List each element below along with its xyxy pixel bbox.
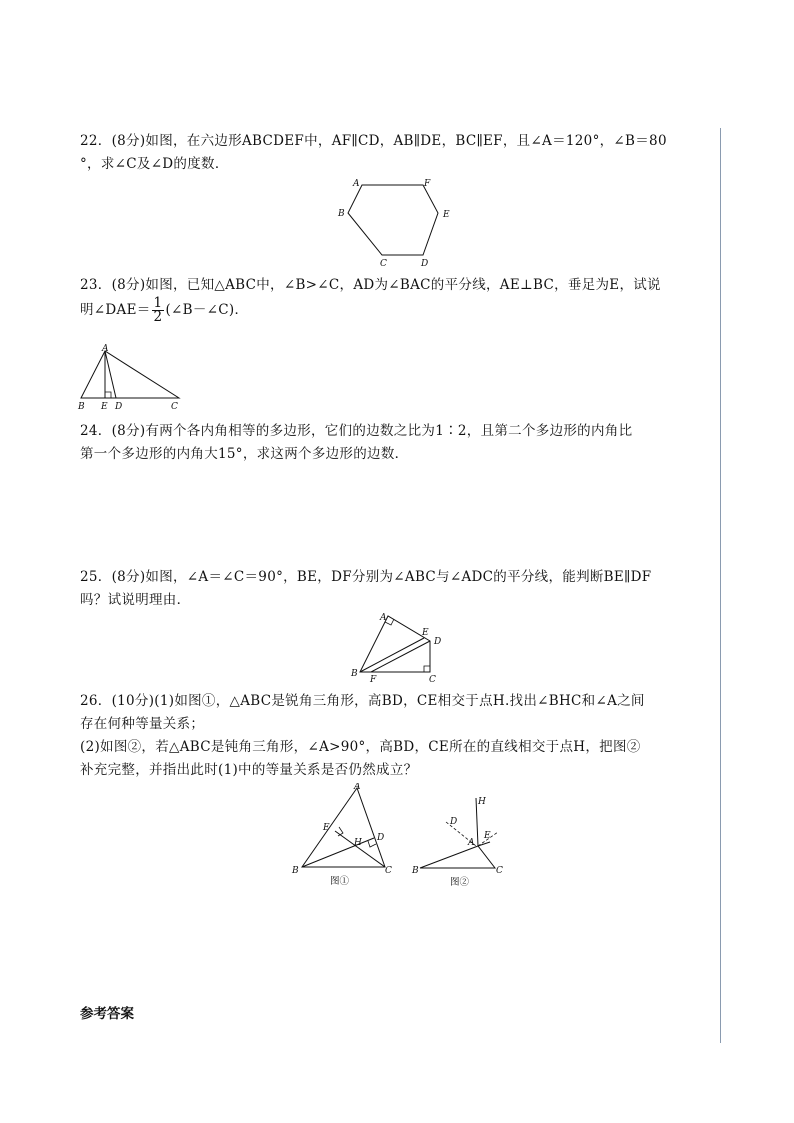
right-margin-rule bbox=[720, 128, 721, 1043]
fig2-label-E: E bbox=[484, 831, 491, 841]
q24-line2: 第一个多边形的内角大15°，求这两个多边形的边数． bbox=[80, 446, 409, 462]
tri-label-D: D bbox=[115, 402, 123, 412]
quad-label-E: E bbox=[422, 628, 429, 638]
quad-label-A: A bbox=[380, 613, 387, 623]
hex-label-E: E bbox=[443, 210, 450, 220]
question-26 bbox=[80, 690, 716, 782]
quad-label-D: D bbox=[434, 637, 442, 647]
q26-line1: 26．(10分)(1)如图①，△ABC是锐角三角形，高BD，CE相交于点H.找出∠BHC和∠A之间 bbox=[80, 693, 645, 709]
fig1-label-C: C bbox=[385, 866, 392, 876]
fig1-caption: 图① bbox=[330, 876, 350, 887]
fig1-label-H: H bbox=[354, 838, 362, 848]
question-22 bbox=[80, 130, 716, 176]
quad-label-C: C bbox=[429, 675, 436, 683]
question-24 bbox=[80, 420, 716, 466]
fig1-label-E: E bbox=[323, 823, 330, 833]
q22-line1: 22．(8分)如图，在六边形ABCDEF中，AF∥CD，AB∥DE，BC∥EF，且∠A＝120°，∠B＝80 bbox=[80, 133, 667, 149]
tri-label-E: E bbox=[101, 402, 108, 412]
fraction-denominator: 2 bbox=[153, 309, 163, 325]
hex-label-F: F bbox=[424, 179, 431, 189]
tri-label-B: B bbox=[78, 402, 85, 412]
hex-label-C: C bbox=[380, 259, 387, 267]
fig1-label-B: B bbox=[292, 866, 299, 876]
fig2-caption: 图② bbox=[450, 877, 470, 888]
question-23 bbox=[80, 274, 716, 324]
q23-line1: 23．(8分)如图，已知△ABC中，∠B>∠C，AD为∠BAC的平分线，AE⊥BC，垂足为E，试说 bbox=[80, 277, 661, 293]
q26-line4: 补充完整，并指出此时(1)中的等量关系是否仍然成立？ bbox=[80, 762, 418, 778]
fig1-label-A: A bbox=[354, 783, 361, 792]
triangle-bisector-figure bbox=[76, 343, 186, 413]
quad-label-B: B bbox=[351, 669, 358, 679]
answer-heading: 参考答案 bbox=[80, 1006, 134, 1022]
tri-label-A: A bbox=[102, 344, 109, 354]
hex-label-D: D bbox=[421, 259, 429, 267]
quadrilateral-figure bbox=[348, 608, 448, 683]
fig2-label-D: D bbox=[450, 817, 458, 827]
question-25 bbox=[80, 566, 716, 612]
hex-label-A: A bbox=[353, 179, 360, 189]
q22-line2: °，求∠C及∠D的度数． bbox=[80, 156, 229, 172]
q23-suffix: (∠B－∠C)． bbox=[165, 302, 249, 318]
fig2-label-C: C bbox=[496, 866, 503, 876]
q26-line3: (2)如图②，若△ABC是钝角三角形，∠A>90°，高BD，CE所在的直线相交于点H，把图② bbox=[80, 739, 641, 755]
q25-line1: 25．(8分)如图，∠A＝∠C＝90°，BE，DF分别为∠ABC与∠ADC的平分线，能判断BE∥DF bbox=[80, 569, 652, 585]
hexagon-figure bbox=[335, 175, 465, 267]
fraction bbox=[152, 297, 165, 324]
fig2-label-B: B bbox=[412, 866, 419, 876]
figure-2-obtuse-triangle bbox=[410, 790, 515, 888]
quad-label-F: F bbox=[370, 675, 377, 683]
q26-line2: 存在何种等量关系； bbox=[80, 716, 205, 732]
tri-label-C: C bbox=[171, 402, 178, 412]
q25-line2: 吗？试说明理由． bbox=[80, 592, 191, 608]
figure-1-acute-triangle bbox=[290, 783, 400, 888]
q23-prefix: 明∠DAE＝ bbox=[80, 302, 151, 318]
hex-label-B: B bbox=[338, 209, 345, 219]
fig2-label-A: A bbox=[468, 838, 475, 848]
fig1-label-D: D bbox=[377, 833, 385, 843]
q24-line1: 24．(8分)有两个各内角相等的多边形，它们的边数之比为1∶2，且第二个多边形的内角比 bbox=[80, 423, 633, 439]
fig2-label-H: H bbox=[478, 797, 486, 807]
fraction-numerator: 1 bbox=[153, 295, 163, 311]
